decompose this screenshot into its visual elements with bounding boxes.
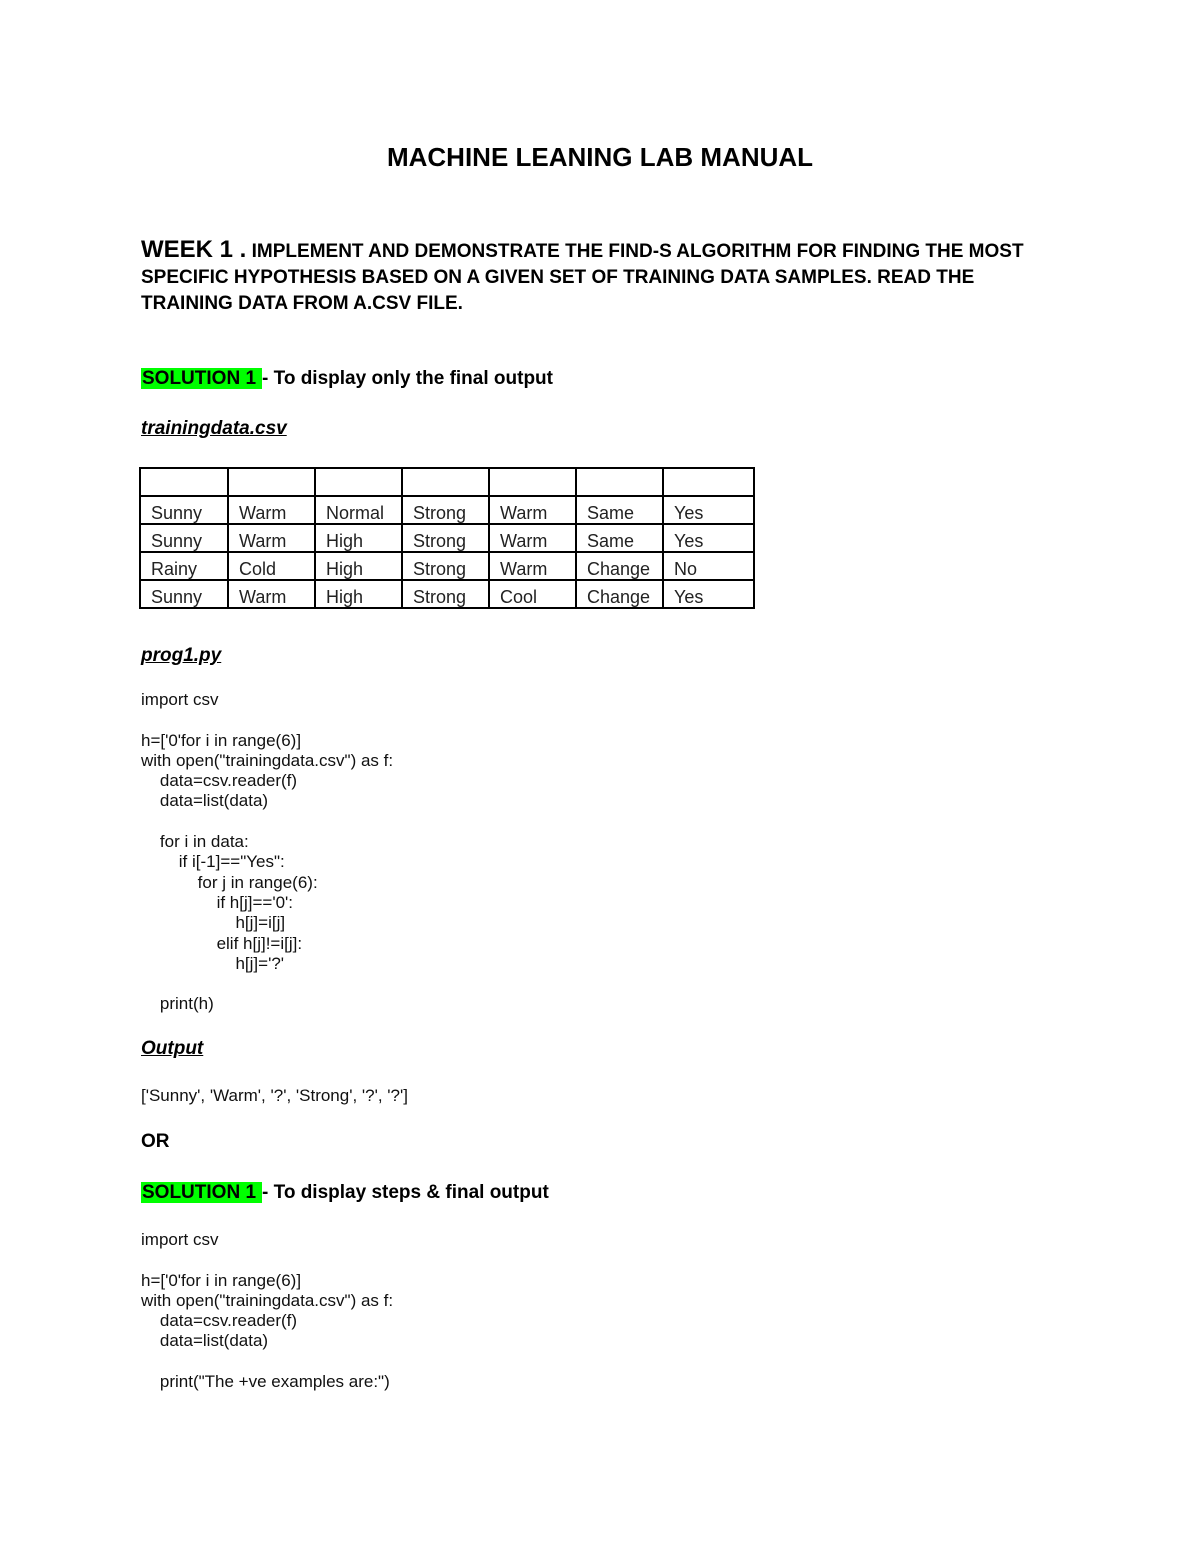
table-cell: [576, 468, 663, 496]
table-cell: [315, 468, 402, 496]
table-cell: Sunny: [140, 580, 228, 608]
week-label: WEEK 1 .: [141, 236, 247, 263]
solution-1-heading: [141, 366, 553, 392]
table-cell: Normal: [315, 496, 402, 524]
table-cell: Cool: [489, 580, 576, 608]
table-cell: Sunny: [140, 496, 228, 524]
table-row: [140, 496, 754, 524]
training-data-table: [139, 467, 755, 609]
table-cell: Cold: [228, 552, 315, 580]
table-cell: [228, 468, 315, 496]
table-cell: Sunny: [140, 524, 228, 552]
table-cell: Strong: [402, 580, 489, 608]
table-cell: Yes: [663, 496, 754, 524]
table-row: [140, 552, 754, 580]
table-cell: Change: [576, 552, 663, 580]
table-cell: Strong: [402, 496, 489, 524]
output-value: ['Sunny', 'Warm', '?', 'Strong', '?', '?']: [141, 1086, 408, 1105]
table-cell: No: [663, 552, 754, 580]
table-cell: High: [315, 552, 402, 580]
solution-2-label: SOLUTION 1: [141, 1182, 262, 1203]
or-label: OR: [141, 1131, 170, 1152]
table-cell: High: [315, 524, 402, 552]
table-cell: Strong: [402, 524, 489, 552]
table-row: [140, 524, 754, 552]
table-cell: Same: [576, 524, 663, 552]
table-cell: Warm: [489, 496, 576, 524]
table-cell: [663, 468, 754, 496]
page-title: MACHINE LEANING LAB MANUAL: [386, 142, 814, 172]
table-cell: Warm: [489, 524, 576, 552]
code-block-2: import csv h=['0'for i in range(6)] with open("trainingdata.csv") as f: data=csv.reader(f) data=list(data) print("The +ve examples are:"): [141, 1230, 394, 1392]
table-row: [140, 468, 754, 496]
table-cell: Yes: [663, 524, 754, 552]
table-cell: Warm: [489, 552, 576, 580]
table-cell: Warm: [228, 524, 315, 552]
table-cell: [402, 468, 489, 496]
csv-filename: trainingdata.csv: [141, 418, 287, 439]
prog-filename: prog1.py: [141, 645, 222, 666]
table-cell: Same: [576, 496, 663, 524]
week-task: IMPLEMENT AND DEMONSTRATE THE FIND-S ALGORITHM FOR FINDING THE MOST SPECIFIC HYPOTHESIS BASED ON A GIVEN SET OF TRAINING DATA SAMPLES. READ THE TRAINING DATA FROM A.CSV FILE.: [141, 241, 1024, 314]
table-cell: Strong: [402, 552, 489, 580]
table-cell: Change: [576, 580, 663, 608]
table-cell: [140, 468, 228, 496]
solution-1-desc: - To display only the final output: [262, 368, 553, 389]
solution-2-heading: [141, 1180, 549, 1206]
table-cell: [489, 468, 576, 496]
week-heading: [141, 237, 1061, 317]
table-cell: Rainy: [140, 552, 228, 580]
code-block-1: import csv h=['0'for i in range(6)] with open("trainingdata.csv") as f: data=csv.reader(f) data=list(data) for i in data: if i[-1]=="Yes": for j in range(6): if h[j]=='0': h[j]=i[j] elif h[j]!=i[j]: h[j]='?' print(h): [141, 690, 394, 1014]
table-cell: Warm: [228, 496, 315, 524]
table-cell: Yes: [663, 580, 754, 608]
table-row: [140, 580, 754, 608]
table-cell: Warm: [228, 580, 315, 608]
solution-1-label: SOLUTION 1: [141, 368, 262, 389]
solution-2-desc: - To display steps & final output: [262, 1182, 549, 1203]
table-cell: High: [315, 580, 402, 608]
output-label: Output: [141, 1038, 204, 1059]
